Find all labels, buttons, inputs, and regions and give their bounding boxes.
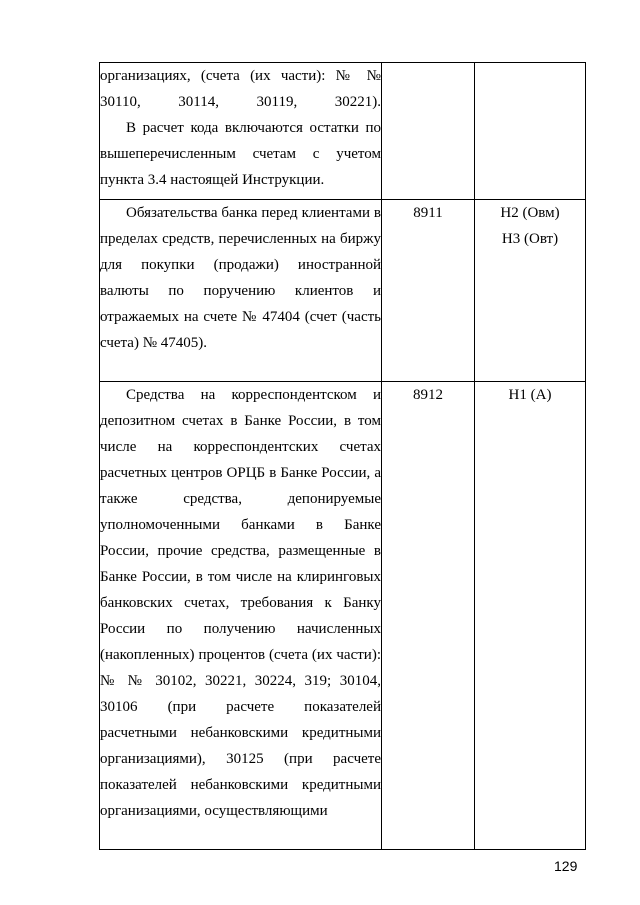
row-1-norms	[475, 63, 586, 200]
row-1-paragraph-2: В расчет кода включаются остатки по вышеперечисленным счетам с учетом пункта 3.4 настоящей Инструкции.	[100, 120, 381, 188]
accounts-table	[99, 62, 586, 850]
table-row	[100, 382, 586, 850]
row-2-norm-1: Н2 (Овм)	[500, 205, 560, 221]
row-2-paragraph-1: Обязательства банка перед клиентами в пределах средств, перечисленных на биржу для покупки (продажи) иностранной валюты по поручению клиентов и отражаемых на счете № 47404 (счет (часть счета) № 47405).	[100, 205, 381, 351]
row-2-code: 8911	[382, 200, 475, 382]
row-2-norm-2: Н3 (Овт)	[501, 231, 559, 247]
row-2-norms	[475, 200, 586, 382]
table-row	[100, 63, 586, 200]
row-3-norms	[475, 382, 586, 850]
row-3-code: 8912	[382, 382, 475, 850]
table-row	[100, 200, 586, 382]
row-1-paragraph-1: организациях, (счета (их части): № № 30110, 30114, 30119, 30221).	[100, 68, 381, 110]
row-1-description	[100, 63, 382, 200]
row-3-description	[100, 382, 382, 850]
row-1-code	[382, 63, 475, 200]
row-3-norm-1: Н1 (А)	[508, 387, 552, 403]
row-2-description	[100, 200, 382, 382]
row-3-paragraph-1: Средства на корреспондентском и депозитном счетах в Банке России, в том числе на корреспондентских счетах расчетных центров ОРЦБ в Банке России, а также средства, депонируемые уполномоченными банками в Банке России, прочие средства, размещенные в Банке России, в том числе на клиринговых банковских счетах, требования к Банку России по получению начисленных (накопленных) процентов (счета (их части): № № 30102, 30221, 30224, 319; 30104, 30106 (при расчете показателей расчетными небанковскими кредитными организациями), 30125 (при расчете показателей небанковскими кредитными организациями, осуществляющими	[100, 387, 381, 819]
page-number: 129	[554, 858, 578, 874]
